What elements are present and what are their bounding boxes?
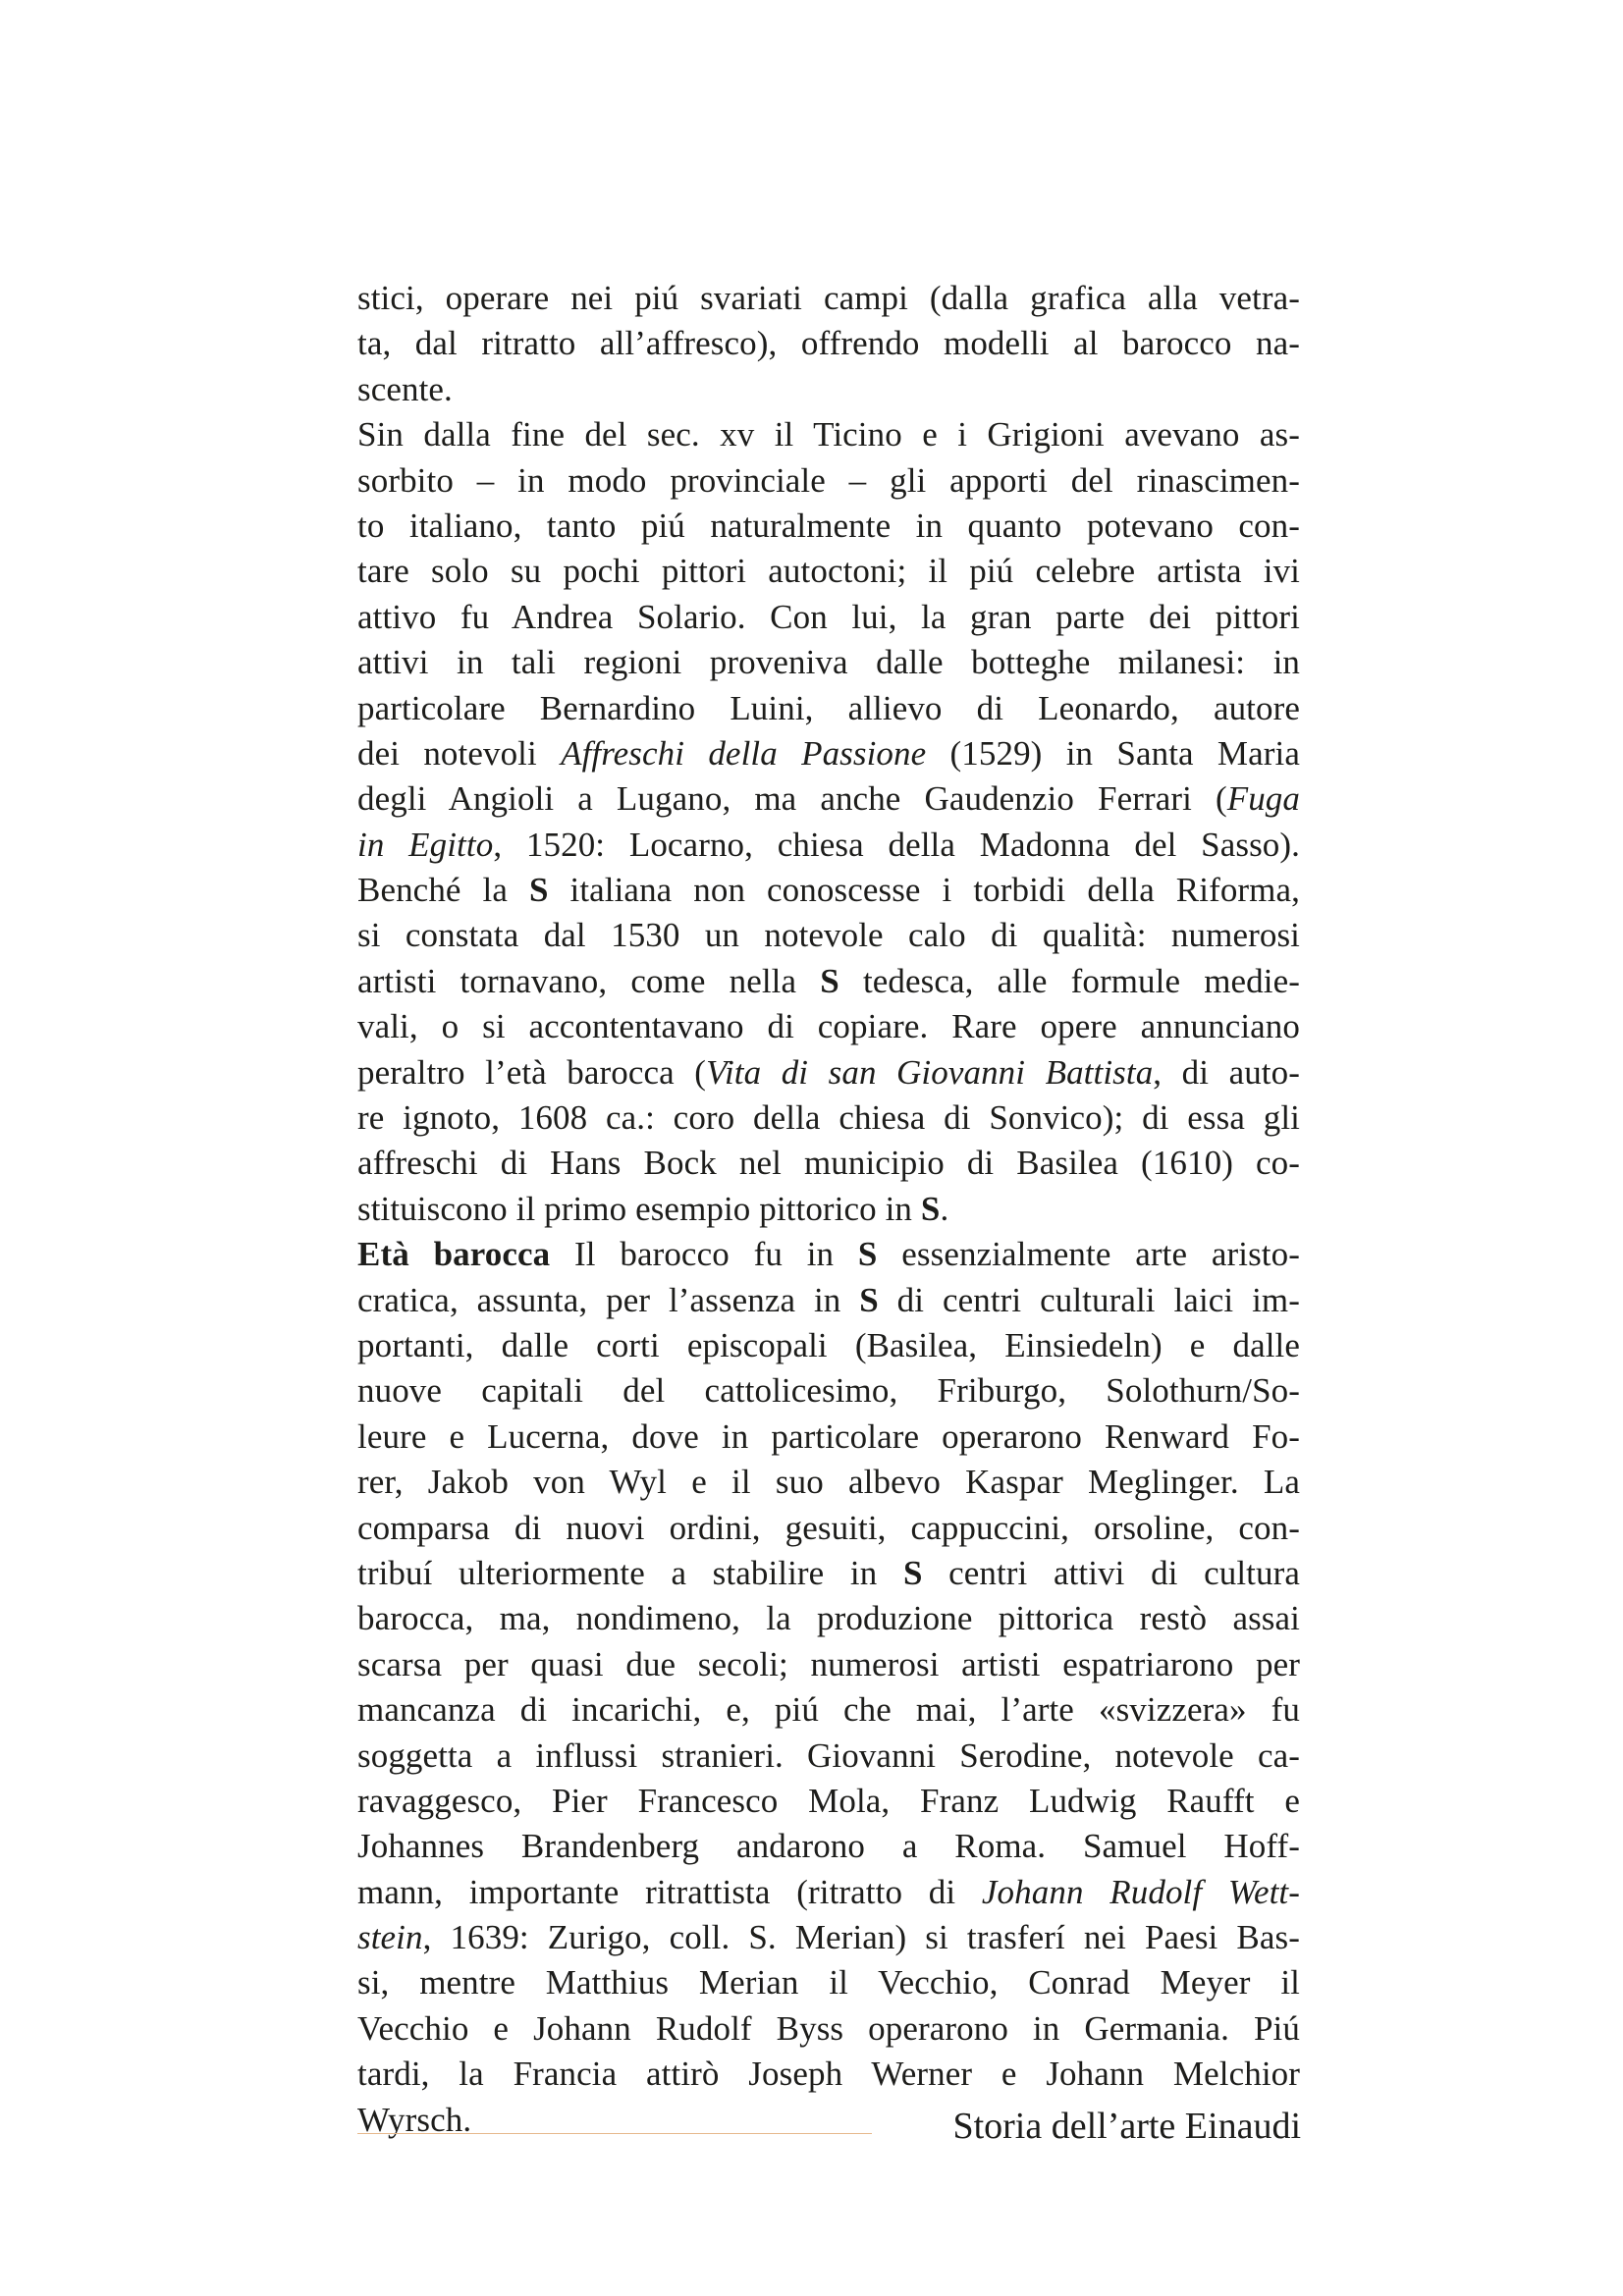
bold-text: S <box>859 1280 879 1319</box>
text-line <box>357 549 1300 594</box>
text-line <box>357 1551 1300 1596</box>
text-line <box>357 959 1300 1004</box>
text-run: Vecchio e Johann Rudolf Byss operarono in Germania. Piú <box>357 2008 1300 2048</box>
text-line <box>357 731 1300 776</box>
text-line <box>357 640 1300 685</box>
text-run: mann, importante ritrattista (ritratto di <box>357 1872 982 1911</box>
text-run: , 1520: Locarno, chiesa della Madonna del Sasso). <box>493 825 1300 864</box>
text-line <box>357 1642 1300 1687</box>
text-run: , 1639: Zurigo, coll. S. Merian) si trasferí nei Paesi Bas- <box>422 1918 1300 1957</box>
text-run: scarsa per quasi due secoli; numerosi artisti espatriarono per <box>357 1644 1300 1683</box>
text-run: attivo fu Andrea Solario. Con lui, la gran parte dei pittori <box>357 597 1300 636</box>
text-line <box>357 1050 1300 1095</box>
text-run: particolare Bernardino Luini, allievo di Leonardo, autore <box>357 688 1300 727</box>
text-line <box>357 412 1300 457</box>
text-run: tribuí ulteriormente a stabilire in <box>357 1553 903 1592</box>
bold-text: S <box>857 1235 878 1274</box>
text-run: Johannes Brandenberg andarono a Roma. Samuel Hoff- <box>357 1827 1300 1866</box>
text-run: comparsa di nuovi ordini, gesuiti, cappuccini, orsoline, con- <box>357 1508 1300 1547</box>
text-run: Benché la <box>357 871 529 910</box>
text-run: centri attivi di cultura <box>922 1553 1300 1592</box>
text-run: soggetta a influssi stranieri. Giovanni Serodine, notevole ca- <box>357 1735 1300 1775</box>
bold-text: S <box>820 961 839 1000</box>
italic-text: Johann Rudolf Wett- <box>981 1872 1301 1911</box>
text-line <box>357 1915 1300 1960</box>
text-line <box>357 1323 1300 1368</box>
text-line <box>357 595 1300 640</box>
text-run: to italiano, tanto piú naturalmente in quanto potevano con- <box>357 506 1300 545</box>
text-run: peraltro l’età barocca ( <box>357 1052 707 1092</box>
text-line <box>357 913 1300 958</box>
text-run: . <box>940 1189 949 1228</box>
text-line <box>357 321 1300 366</box>
text-run: stituiscono il primo esempio pittorico in <box>357 1189 921 1228</box>
text-run: attivi in tali regioni proveniva dalle botteghe milanesi: in <box>357 643 1300 682</box>
bold-text: S <box>920 1189 941 1228</box>
text-line <box>357 504 1300 549</box>
text-run: vali, o si accontentavano di copiare. Rare opere annunciano <box>357 1007 1300 1046</box>
text-run: essenzialmente arte aristo- <box>877 1235 1300 1274</box>
text-run: artisti tornavano, come nella <box>357 961 821 1000</box>
text-line <box>357 458 1300 504</box>
text-line <box>357 367 1300 412</box>
italic-text: in Egitto <box>357 825 494 864</box>
text-line <box>357 1187 1300 1232</box>
text-run: ta, dal ritratto all’affresco), offrendo modelli al barocco na- <box>357 324 1300 363</box>
text-run: re ignoto, 1608 ca.: coro della chiesa di Sonvico); di essa gli <box>357 1098 1300 1138</box>
bold-text: S <box>902 1553 923 1592</box>
text-run: si constata dal 1530 un notevole calo di qualità: numerosi <box>357 916 1300 955</box>
text-line <box>357 1870 1300 1915</box>
text-run: ravaggesco, Pier Francesco Mola, Franz Ludwig Raufft e <box>357 1781 1300 1820</box>
text-line <box>357 2006 1300 2052</box>
text-run: tedesca, alle formule medie- <box>839 961 1300 1000</box>
text-line <box>357 1687 1300 1733</box>
text-run: mancanza di incarichi, e, piú che mai, l’arte «svizzera» fu <box>357 1690 1300 1730</box>
text-line <box>357 1278 1300 1323</box>
text-run: di centri culturali laici im- <box>878 1280 1300 1319</box>
text-line <box>357 1460 1300 1505</box>
text-run: (1529) in Santa Maria <box>926 733 1300 773</box>
text-line <box>357 1596 1300 1641</box>
text-line <box>357 2052 1300 2097</box>
text-run: leure e Lucerna, dove in particolare operarono Renward Fo- <box>357 1416 1300 1456</box>
text-run: scente. <box>357 369 453 408</box>
text-run: portanti, dalle corti episcopali (Basilea, Einsiedeln) e dalle <box>357 1325 1300 1364</box>
text-line <box>357 1960 1300 2005</box>
text-run: degli Angioli a Lugano, ma anche Gaudenzio Ferrari ( <box>357 779 1227 819</box>
body-text <box>357 276 1300 2143</box>
text-line <box>357 1095 1300 1141</box>
text-line <box>357 1734 1300 1779</box>
text-run: italiana non conoscesse i torbidi della Riforma, <box>548 871 1300 910</box>
bold-text: Età barocca <box>357 1235 551 1274</box>
italic-text: Affreschi della Passione <box>561 733 927 773</box>
text-run: , di auto- <box>1153 1052 1300 1092</box>
text-run: Il barocco fu in <box>550 1235 858 1274</box>
text-line <box>357 1824 1300 1869</box>
text-line <box>357 1506 1300 1551</box>
text-line <box>357 776 1300 822</box>
text-line <box>357 823 1300 868</box>
text-line <box>357 1232 1300 1277</box>
text-run: Sin dalla fine del sec. xv il Ticino e i Grigioni avevano as- <box>357 415 1300 454</box>
text-run: dei notevoli <box>357 733 562 773</box>
text-run: si, mentre Matthius Merian il Vecchio, Conrad Meyer il <box>357 1963 1300 2002</box>
text-run: sorbito – in modo provinciale – gli apporti del rinascimen- <box>357 460 1300 500</box>
text-run: tardi, la Francia attirò Joseph Werner e Johann Melchior <box>357 2055 1300 2094</box>
text-run: barocca, ma, nondimeno, la produzione pittorica restò assai <box>357 1599 1300 1638</box>
text-run: Wyrsch. <box>357 2100 472 2139</box>
text-run: nuove capitali del cattolicesimo, Friburgo, Solothurn/So- <box>357 1371 1300 1411</box>
bold-text: S <box>528 871 549 910</box>
footer-title: Storia dell’arte Einaudi <box>952 2106 1301 2147</box>
text-run: affreschi di Hans Bock nel municipio di Basilea (1610) co- <box>357 1144 1300 1183</box>
text-run: cratica, assunta, per l’assenza in <box>357 1280 860 1319</box>
italic-text: Fuga <box>1226 779 1300 819</box>
text-line <box>357 1415 1300 1460</box>
italic-text: Vita di san Giovanni Battista <box>706 1052 1154 1092</box>
text-line <box>357 276 1300 321</box>
text-line <box>357 1368 1300 1414</box>
text-line <box>357 686 1300 731</box>
text-line <box>357 1004 1300 1049</box>
text-run: stici, operare nei piú svariati campi (dalla grafica alla vetra- <box>357 279 1300 317</box>
footer-rule <box>357 2133 872 2134</box>
italic-text: stein <box>357 1918 423 1957</box>
text-line <box>357 1779 1300 1824</box>
text-line <box>357 1141 1300 1186</box>
text-run: tare solo su pochi pittori autoctoni; il piú celebre artista ivi <box>357 552 1300 591</box>
text-line <box>357 868 1300 913</box>
text-run: rer, Jakob von Wyl e il suo albevo Kaspar Meglinger. La <box>357 1463 1300 1502</box>
